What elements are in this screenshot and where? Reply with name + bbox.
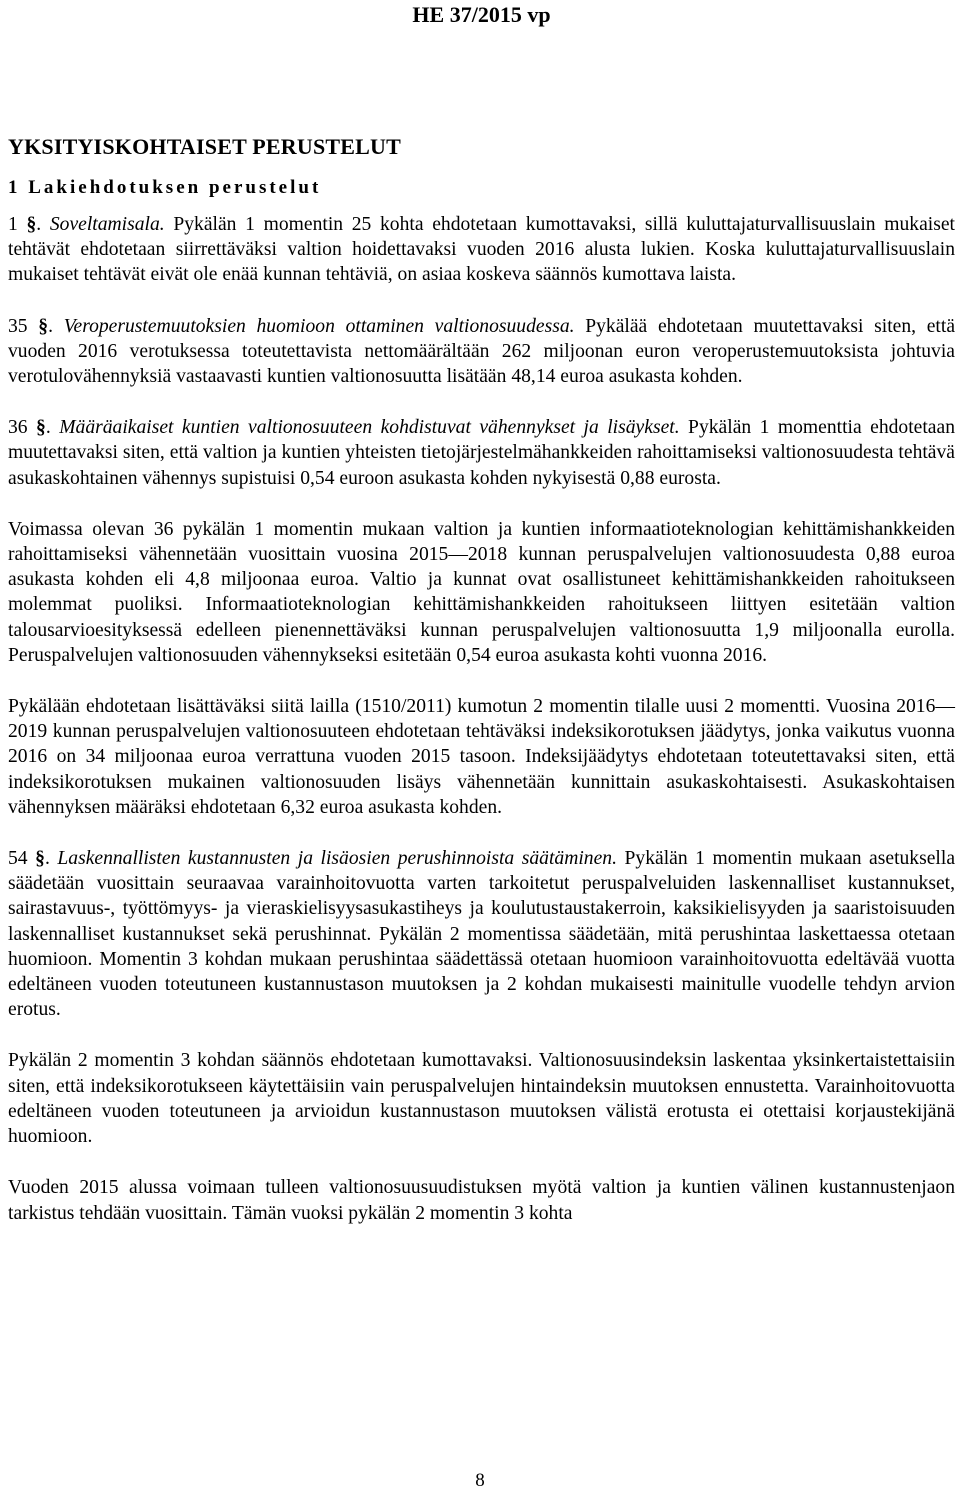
section-dot: . bbox=[48, 315, 64, 337]
section-number: 35 bbox=[8, 315, 39, 337]
paragraph-text: Pykälää ehdotetaan muutettavaksi siten, että vuoden 2016 verotuksessa toteutettavista nettomäärältään 262 miljoonan euron veroperustemuutoksista johtuvia verotulovähennyksiä vastaavasti kuntien valtionosuutta lisätään 48,14 euroa asukasta kohden. bbox=[8, 315, 956, 388]
section-heading: Veroperustemuutoksien huomioon ottaminen valtionosuudessa. bbox=[63, 315, 575, 337]
paragraph-text: Vuoden 2015 alussa voimaan tulleen valtionosuusuudistuksen myötä valtion ja kuntien välinen kustannustenjaon tarkistus tehdään vuosittain. Tämän vuoksi pykälän 2 momentin 3 kohta bbox=[8, 1177, 955, 1224]
section-heading: Soveltamisala. bbox=[49, 214, 165, 235]
section-heading: Laskennallisten kustannusten ja lisäosien perushinnoista säätäminen. bbox=[57, 848, 617, 870]
section-dot: . bbox=[45, 417, 60, 439]
document-id-header: HE 37/2015 vp bbox=[412, 2, 551, 27]
paragraph-text: Pykälän 1 momentin mukaan asetuksella säädetään vuosittain seuraavaa varainhoitovuotta varten tarkoitetut peruspalveluiden laskennalliset kustannukset, sairastavuus-, työttömyys- ja vieraskielisyysasukastiheys ja koulutustaustakerroin, kaksikielisyyden ja saaristoisuuden laskennalliset kustannukset sekä perushinnat. Pykälän 2 momentissa säädetään, mitä perushintaa laskettaessa otetaan huomioon. Momentin 3 kohdan mukaan perushintaa säädettässä otetaan huomioon varainhoitovuotta edeltävää vuotta edeltäneen vuoden toteutuneen kustannustason muutoksen ja 2 kohdan mukaisesti mainitulle vuodelle tehdyn arvion erotus. bbox=[8, 848, 956, 1021]
paragraph-section-36 bbox=[8, 415, 955, 491]
section-symbol: § bbox=[26, 214, 37, 235]
page-number: 8 bbox=[475, 1470, 485, 1491]
document-page bbox=[8, 0, 955, 1226]
paragraph-section-1 bbox=[8, 212, 955, 288]
paragraph-text: Pykälään ehdotetaan lisättäväksi siitä lailla (1510/2011) kumotun 2 momentin tilalle uusi 2 momentti. Vuosina 2016—2019 kunnan peruspalvelujen valtionosuuteen ehdotetaan tehtäväksi indeksikorotuksen jäädytys, jonka vaikutus vuonna 2016 on 34 miljoonaa euroa verrattuna vuoden 2015 tasoon. Indeksijäädytys ehdotetaan toteutettavaksi siten, että indeksikorotuksen mukainen valtionosuuden lisäys vähennetään kunnittain asukaskohtaisesti. Asukaskohtaisen vähennyksen määräksi ehdotetaan 6,32 euroa asukasta kohden. bbox=[8, 696, 955, 818]
paragraph-section-35 bbox=[8, 314, 955, 390]
paragraph-section-54 bbox=[8, 846, 955, 1022]
section-title: YKSITYISKOHTAISET PERUSTELUT bbox=[8, 134, 401, 159]
paragraph-text: Pykälän 1 momenttia ehdotetaan muutettavaksi siten, että valtion ja kuntien yhteisten tietojärjestelmähankkeiden rahoittamiseksi valtionosuudesta tehtävä asukaskohtainen vähennys supistuisi 0,54 euroon asukasta kohden nykyisestä 0,88 eurosta. bbox=[8, 417, 955, 489]
subsection-title: 1 Lakiehdotuksen perustelut bbox=[8, 177, 322, 198]
section-number: 36 bbox=[8, 417, 37, 439]
section-dot: . bbox=[36, 214, 50, 235]
section-number: 1 bbox=[8, 214, 27, 235]
paragraph-text: Pykälän 1 momentin 25 kohta ehdotetaan kumottavaksi, sillä kuluttajaturvallisuuslain mukaiset tehtävät ehdotetaan siirrettäväksi valtion hoidettavaksi vuoden 2016 alusta lukien. Koska kuluttajaturvallisuuslain mukaiset tehtävät eivät ole enää kunnan tehtäviä, on asiaa koskeva säännös kumottava laista. bbox=[8, 214, 955, 286]
section-symbol: § bbox=[38, 315, 49, 337]
section-symbol: § bbox=[35, 848, 45, 870]
section-dot: . bbox=[44, 848, 58, 870]
section-heading: Määräaikaiset kuntien valtionosuuteen kohdistuvat vähennykset ja lisäykset. bbox=[59, 417, 680, 439]
section-number: 54 bbox=[8, 848, 36, 870]
section-symbol: § bbox=[36, 417, 46, 439]
paragraph-text: Voimassa olevan 36 pykälän 1 momentin mukaan valtion ja kuntien informaatioteknologian kehittämishankkeiden rahoittamiseksi vähennetään vuosittain vuosina 2015—2018 kunnan peruspalvelujen valtionosuudesta 0,88 euroa asukasta kohden eli 4,8 miljoonaa euroa. Valtio ja kunnat ovat osallistuneet kehittämishankkeiden rahoitukseen molemmat puoliksi. Informaatioteknologian kehittämishankkeiden rahoitukseen liittyen esitetään valtion talousarvioesityksessä edelleen pienennettäväksi kunnan peruspalvelujen valtionosuutta 1,9 miljoonalla eurolla. Peruspalvelujen valtionosuuden vähennykseksi esitetään 0,54 euroa asukasta kohti vuonna 2016. bbox=[8, 518, 955, 666]
paragraph-text: Pykälän 2 momentin 3 kohdan säännös ehdotetaan kumottavaksi. Valtionosuusindeksin laskentaa yksinkertaistettaisiin siten, että indeksikorotukseen käytettäisiin vain peruspalvelujen hintaindeksin muutoksen ennustetta. Varainhoitovuotta edeltäneen vuoden toteutuneen ja arvioidun kustannustason muutoksen välistä erotusta ei otettaisi korjaustekijänä huomioon. bbox=[8, 1050, 955, 1148]
